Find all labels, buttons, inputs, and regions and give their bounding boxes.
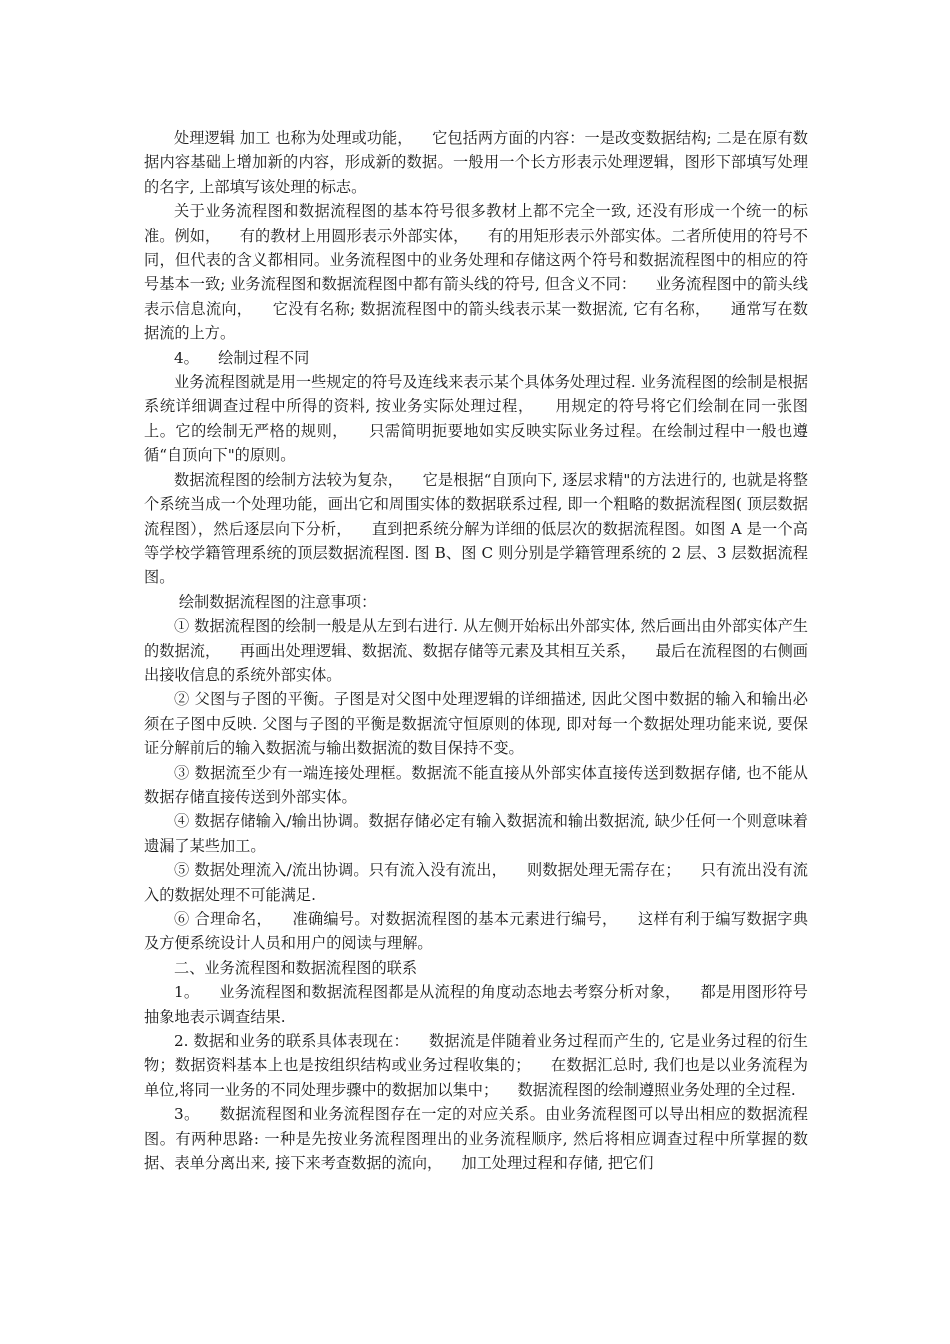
heading-relationship: 二、业务流程图和数据流程图的联系	[174, 958, 417, 977]
list-item-note-2: ② 父图与子图的平衡。子图是对父图中处理逻辑的详细描述, 因此父图中数据的输入和输出必须在子图中反映. 父图与子图的平衡是数据流守恒原则的体现, 即对每一个数据处理功能来说, 要保证分解前后的输入数据流与输出数据流的数目保持不变。	[144, 690, 808, 758]
paragraph-business-flowchart-drawing: 业务流程图就是用一些规定的符号及连线来表示某个具体务处理过程. 业务流程图的绘制是根据系统详细调查过程中所得的资料, 按业务实际处理过程， 用规定的符号将它们绘制在同一张图上。它的绘制无严格的规则， 只需简明扼要地如实反映实际业务过程。在绘制过程中一般也遵循“自顶向下"的原则。	[144, 373, 808, 465]
list-item-note-3: ③ 数据流至少有一端连接处理框。数据流不能直接从外部实体直接传送到数据存储, 也不能从数据存储直接传送到外部实体。	[144, 763, 808, 806]
document-body	[144, 126, 808, 1175]
paragraph-basic-symbols: 关于业务流程图和数据流程图的基本符号很多教材上都不完全一致, 还没有形成一个统一的标准。例如， 有的教材上用圆形表示外部实体， 有的用矩形表示外部实体。二者所使用的符号不同，但代表的含义都相同。业务流程图中的业务处理和存储这两个符号和数据流程图中的相应的符号基本一致; 业务流程图和数据流程图中都有箭头线的符号, 但含义不同： 业务流程图中的箭头线表示信息流向， 它没有名称; 数据流程图中的箭头线表示某一数据流, 它有名称， 通常写在数据流的上方。	[144, 202, 808, 343]
paragraph-processing-logic: 处理逻辑 加工 也称为处理或功能， 它包括两方面的内容：一是改变数据结构; 二是在原有数据内容基础上增加新的内容，形成新的数据。一般用一个长方形表示处理逻辑，图形下部填写处理的名字, 上部填写该处理的标志。	[144, 129, 808, 196]
paragraph-dataflow-drawing-method: 数据流程图的绘制方法较为复杂， 它是根据“自顶向下, 逐层求精"的方法进行的, 也就是将整个系统当成一个处理功能，画出它和周围实体的数据联系过程, 即一个粗略的数据流程图( 顶层数据流程图），然后逐层向下分析， 直到把系统分解为详细的低层次的数据流程图。如图 A 是一个高等学校学籍管理系统的顶层数据流程图. 图 B、图 C 则分别是学籍管理系统的 2 层、3 层数据流程图。	[144, 470, 808, 587]
paragraph-relationship-3: 3。 数据流程图和业务流程图存在一定的对应关系。由业务流程图可以导出相应的数据流程图。有两种思路: 一种是先按业务流程图理出的业务流程顺序, 然后将相应调查过程中所掌握的数据、表单分离出来, 接下来考查数据的流向， 加工处理过程和存储, 把它们	[144, 1105, 808, 1173]
heading-drawing-process-differs: 4。 绘制过程不同	[174, 348, 310, 367]
paragraph-relationship-1: 1。 业务流程图和数据流程图都是从流程的角度动态地去考察分析对象， 都是用图形符号抽象地表示调查结果.	[144, 983, 808, 1026]
list-item-note-4: ④ 数据存储输入/输出协调。数据存储必定有输入数据流和输出数据流, 缺少任何一个则意味着遗漏了某些加工。	[144, 812, 808, 855]
list-item-note-6: ⑥ 合理命名， 准确编号。对数据流程图的基本元素进行编号， 这样有利于编写数据字典及方便系统设计人员和用户的阅读与理解。	[144, 910, 808, 953]
list-item-note-5: ⑤ 数据处理流入/流出协调。只有流入没有流出， 则数据处理无需存在； 只有流出没有流入的数据处理不可能满足.	[144, 861, 808, 904]
paragraph-relationship-2: 2. 数据和业务的联系具体表现在： 数据流是伴随着业务过程而产生的, 它是业务过程的衍生物；数据资料基本上也是按组织结构或业务过程收集的； 在数据汇总时, 我们也是以业务流程为单位,将同一业务的不同处理步骤中的数据加以集中； 数据流程图的绘制遵照业务处理的全过程.	[144, 1032, 808, 1099]
heading-dataflow-notes: 绘制数据流程图的注意事项：	[174, 592, 377, 611]
list-item-note-1: ① 数据流程图的绘制一般是从左到右进行. 从左侧开始标出外部实体, 然后画出由外部实体产生的数据流， 再画出处理逻辑、数据流、数据存储等元素及其相互关系， 最后在流程图的右侧画出接收信息的系统外部实体。	[144, 617, 808, 684]
